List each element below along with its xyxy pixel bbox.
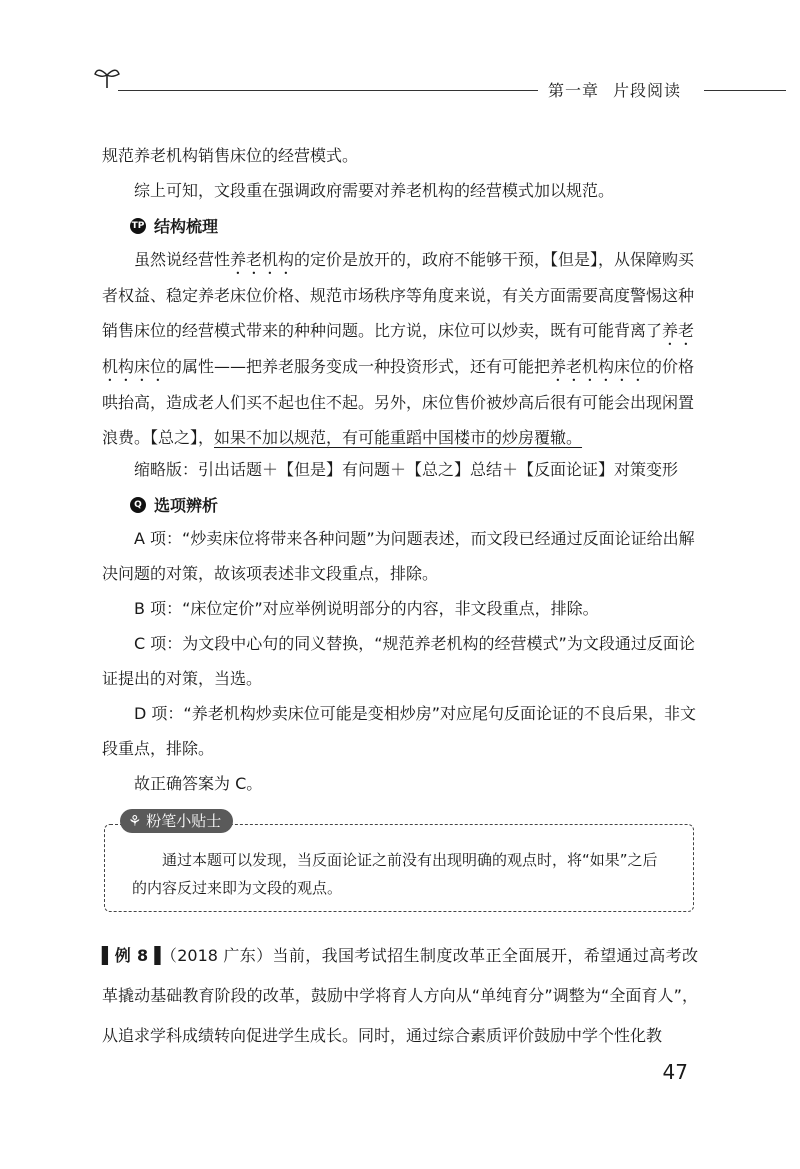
tip-label — [120, 809, 233, 833]
chapter-label: 第一章 — [548, 81, 600, 100]
structure-text-1: 虽然说经营性 — [134, 250, 231, 269]
structure-text-3: 的属性——把养老服务变成一种投资形式，还有可能把 — [166, 357, 551, 376]
header-rule-left — [118, 90, 538, 91]
emphasis-1: 养老机构 — [230, 250, 295, 269]
option-a: A 项：“炒卖床位将带来各种问题”为问题表述，而文段已经通过反面论证给出解决问题的对策，故该项表述非文段重点，排除。 — [102, 529, 695, 583]
option-c: C 项：为文段中心句的同义替换，“规范养老机构的经营模式”为文段通过反面论证提出的对策，当选。 — [102, 634, 695, 688]
option-d: D 项：“养老机构炒卖床位可能是变相炒房”对应尾句反面论证的不良后果，非文段重点，排除。 — [102, 704, 696, 758]
tip-text: 通过本题可以发现，当反面论证之前没有出现明确的观点时，将“如果”之后的内容反过来即为文段的观点。 — [132, 851, 658, 897]
underlined-conclusion: 如果不加以规范，有可能重蹈中国楼市的炒房覆辙。 — [214, 428, 583, 447]
summary-line: 缩略版：引出话题＋【但是】有问题＋【总之】总结＋【反面论证】对策变形 — [134, 460, 679, 479]
structure-heading — [130, 214, 218, 237]
emphasis-3: 养老机构床位 — [550, 357, 647, 376]
emphasis-2: 养老机构床位 — [102, 321, 695, 376]
section-label: 片段阅读 — [613, 81, 682, 100]
options-heading-text: 选项辨析 — [154, 496, 219, 515]
example-label-text: 例 8 — [114, 946, 149, 965]
example-paragraph — [102, 936, 698, 1056]
example-label: ▌例 8▐ — [102, 946, 161, 965]
tip-label-text: 粉笔小贴士 — [146, 812, 222, 830]
structure-badge-icon: TP — [130, 218, 146, 234]
page-number: 47 — [662, 1060, 688, 1084]
paragraph-1: 规范养老机构销售床位的经营模式。 — [102, 146, 359, 165]
example-text: （2018 广东）当前，我国考试招生制度改革正全面展开，希望通过高考改革撬动基础教育阶段的改革，鼓励中学将育人方向从“单纯育分”调整为“全面育人”，从追求学科成绩转向促进学生成长。同时，通过综合素质评价鼓励中学个性化教 — [102, 946, 698, 1045]
tip-sprout-icon: ⚘ — [128, 812, 142, 830]
structure-text-4: 的价格哄抬高，造成老人们买不起也住不起。另外，床位售价被炒高后很有可能会出现闲置浪费。【总之】， — [102, 357, 695, 447]
sprout-icon — [92, 62, 122, 92]
paragraph-2: 综上可知，文段重在强调政府需要对养老机构的经营模式加以规范。 — [134, 181, 615, 200]
options-heading — [130, 493, 218, 516]
option-b: B 项：“床位定价”对应举例说明部分的内容，非文段重点，排除。 — [134, 599, 599, 618]
running-header — [548, 78, 681, 101]
structure-paragraph — [102, 242, 698, 455]
structure-text-2: 的定价是放开的，政府不能够干预，【但是】，从保障购买者权益、稳定养老床位价格、规范市场秩序等角度来说，有关方面需要高度警惕这种销售床位的经营模式带来的种种问题。比方说，床位可以炒卖，既有可能背离了 — [102, 250, 695, 340]
options-badge-icon: Q — [130, 497, 146, 513]
structure-heading-text: 结构梳理 — [154, 217, 219, 236]
answer-line: 故正确答案为 C。 — [134, 774, 263, 793]
header-rule-right — [704, 90, 786, 91]
